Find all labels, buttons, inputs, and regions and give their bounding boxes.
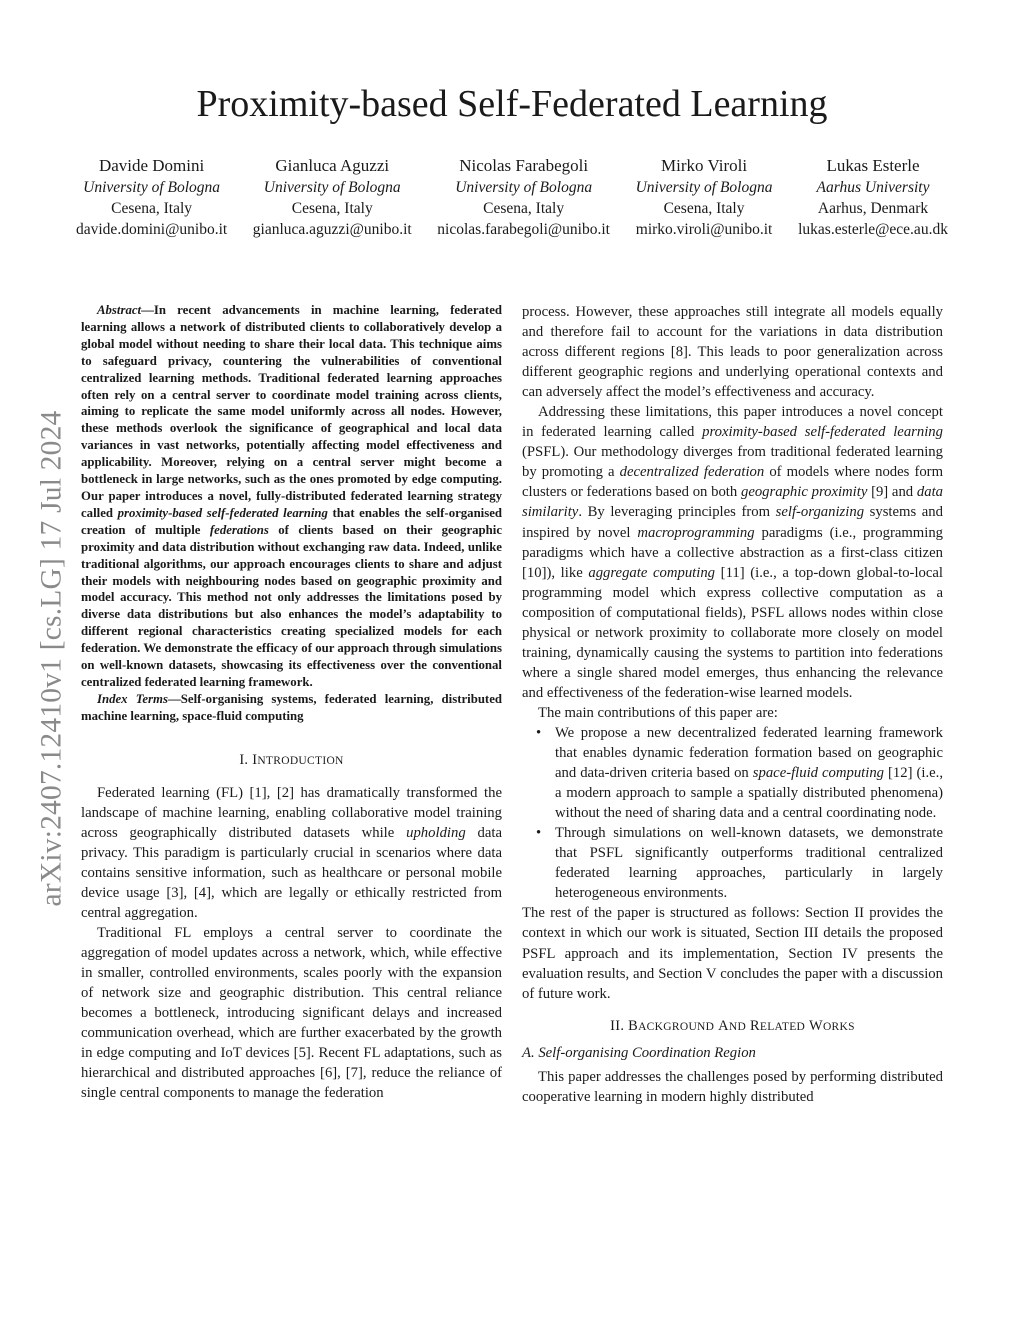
intro-paragraph (522, 402, 943, 703)
author-name: Davide Domini (98, 156, 205, 175)
right-column (522, 302, 943, 1107)
author-email: lukas.esterle@ece.au.dk (798, 221, 948, 238)
intro-paragraph (81, 783, 502, 923)
section-title-rest: ACKGROUND (638, 1020, 715, 1033)
section-title-rest: ELATED (759, 1020, 806, 1033)
list-item (555, 723, 943, 823)
paragraph-text: systems and inspired by novel (522, 504, 943, 541)
author-name: Nicolas Farabegoli (459, 156, 589, 175)
abstract-emphasis: federations (209, 522, 269, 537)
author-location: Cesena, Italy (291, 200, 373, 217)
paragraph-emphasis: proximity-based self-federated learning (702, 424, 943, 441)
section-title-initial: B (628, 1017, 639, 1034)
paragraph-text: [11] (i.e., a top-down global-to-local programming model which express collective computation as a composition of computational fields), PSFL allows nodes within close physical or network proximity to collaborate more closely on model training, dynamically causing the systems to partition into federations where a single shared model emerges, thus enhancing the relevance and effectiveness of the federation-wise learned models. (522, 564, 943, 701)
paper-title: Proximity-based Self-Federated Learning (196, 83, 828, 125)
author-email: nicolas.farabegoli@unibo.it (437, 221, 610, 238)
intro-paragraph-continued: process. However, these approaches still integrate all models equally and therefore fail to account for the variations in data distribution across different regions [8]. This leads to poor generalization across different geographic regions and underlying operational contexts and can adversely affect the model’s effectiveness and accuracy. (522, 304, 943, 401)
author-location: Cesena, Italy (111, 200, 193, 217)
abstract-text: of clients based on their geographic proximity and data distribution without exchanging raw data. Indeed, unlike traditional algorithms, our approach encourages clients to share and adjust their models with neighbouring nodes based on geographic proximity and model accuracy. This method not only addresses the limitations posed by diverse data distributions but also enhances the model’s adaptability to different regional characteristics creating specialized models for each federation. We demonstrate the efficacy of our approach through simulations on well-known datasets, showcasing its effectiveness over the conventional centralized federated learning framework. (81, 522, 502, 689)
list-item-text: We propose a new decentralized federated learning framework that enables dynamic federation formation based on geographic and data-driven criteria based on (555, 724, 943, 782)
paragraph-text: [9] and (867, 484, 917, 501)
author-name: Mirko Viroli (661, 156, 748, 175)
author-affiliation: Aarhus University (816, 179, 930, 196)
paragraph-emphasis: geographic proximity (740, 484, 868, 501)
paragraph-text: Federated learning (FL) [1], [2] has dramatically transformed the landscape of machine learning, enabling collaborative model training across geographically distributed datasets while (81, 784, 502, 841)
abstract-text: —In recent advancements in machine learning, federated learning allows a network of distributed clients to collaboratively develop a global model without needing to share their local data. This technique aims to safeguard privacy, countering the vulnerabilities of conventional centralized learning methods. Traditional federated learning approaches often rely on a central server to coordinate model training across clients, aiming to replicate the same model uniformly across all nodes. However, these methods overlook the significance of geographical and local data variances in vast networks, potentially affecting model effectiveness and applicability. Moreover, relying on a central server might become a bottleneck in large networks, such as the ones promoted by edge computing. Our paper introduces a novel, fully-distributed federated learning strategy called (81, 303, 502, 520)
paragraph-text: paradigms (i.e., programming paradigms which have a collective abstraction as a first-class citizen [10]), like (522, 524, 944, 581)
paragraph-emphasis: macroprogramming (637, 524, 755, 541)
section-title-initial: R (750, 1017, 760, 1034)
subsection-heading: A. Self-organising Coordination Region (522, 1044, 756, 1061)
author-location: Aarhus, Denmark (817, 200, 929, 217)
list-item-emphasis: space-fluid computing (752, 765, 885, 782)
author-email: mirko.viroli@unibo.it (635, 221, 773, 238)
paragraph-text: Addressing these limitations, this paper introduces a novel concept in federated learning called (522, 404, 943, 441)
arxiv-side-identifier (24, 368, 80, 948)
section-title-rest: NTRODUCTION (257, 754, 344, 767)
abstract (81, 302, 502, 725)
arxiv-id-text: arXiv:2407.12410v1 [cs.LG] 17 Jul 2024 (35, 410, 68, 906)
paragraph-text: . By leveraging principles from (578, 504, 776, 521)
section-heading-introduction (81, 750, 502, 771)
list-item: • Through simulations on well-known datasets, we demonstrate that PSFL significantly outperforms traditional centralized federated learning approaches, particularly in largely heterogeneous environments. (555, 823, 943, 903)
section-heading-background (522, 1016, 943, 1037)
author-card (798, 155, 948, 240)
paragraph-text: (PSFL). Our methodology diverges from traditional federated learning by promoting a (522, 444, 943, 481)
index-terms-label: Index Terms (97, 691, 168, 706)
author-block (76, 155, 948, 240)
author-affiliation: University of Bologna (83, 179, 221, 196)
section-title-initial: I (252, 751, 258, 768)
intro-paragraph: The rest of the paper is structured as follows: Section II provides the context in which our work is situated, Section III details the proposed PSFL approach and its implementation, Section IV presents the evaluation results, and Section V concludes the paper with a discussion of future work. (522, 905, 943, 1002)
author-email: gianluca.aguzzi@unibo.it (252, 221, 412, 238)
intro-paragraph: The main contributions of this paper are: (538, 704, 778, 721)
author-location: Cesena, Italy (483, 200, 565, 217)
background-paragraph: This paper addresses the challenges posed by performing distributed cooperative learning in modern highly distributed (522, 1068, 943, 1105)
list-item-text: [12] (i.e., a modern approach to sample a spatially distributed phenomena) without the need of sharing data and a central coordinating node. (555, 765, 943, 822)
section-title-rest: ND (728, 1020, 747, 1033)
section-number: II. (610, 1017, 625, 1034)
paragraph-emphasis: decentralized federation (619, 464, 765, 481)
index-terms-text: —Self-organising systems, federated learning, distributed machine learning, space-fluid computing (81, 691, 502, 723)
author-name: Gianluca Aguzzi (275, 156, 390, 175)
paragraph-text: data privacy. This paradigm is particularly crucial in scenarios where data contains sensitive information, such as healthcare or personal mobile device usage [3], [4], which are legally or ethically restricted from central aggregation. (81, 824, 502, 921)
paragraph-emphasis: self-organizing (775, 504, 865, 521)
left-column (81, 302, 502, 1103)
author-card (76, 155, 227, 240)
contributions-list (522, 723, 943, 903)
author-card (437, 155, 610, 240)
author-card (636, 155, 773, 240)
section-title-rest: ORKS (822, 1020, 855, 1033)
abstract-text: that enables the self-organised creation of multiple (81, 505, 503, 537)
author-affiliation: University of Bologna (263, 179, 401, 196)
paragraph-emphasis: data similarity (522, 484, 943, 521)
abstract-emphasis: proximity-based self-federated learning (117, 505, 328, 520)
section-title-initial: A (718, 1017, 729, 1034)
author-location: Cesena, Italy (663, 200, 745, 217)
author-email: davide.domini@unibo.it (76, 221, 228, 238)
paragraph-text: of models where nodes form clusters or federations based on both (522, 464, 944, 501)
section-title-initial: W (809, 1017, 823, 1034)
section-number: I. (239, 751, 249, 768)
author-name: Lukas Esterle (826, 156, 920, 175)
paragraph-emphasis: aggregate computing (588, 564, 716, 581)
paragraph-emphasis: upholding (406, 824, 466, 841)
author-affiliation: University of Bologna (635, 179, 773, 196)
abstract-label: Abstract (97, 303, 142, 317)
author-affiliation: University of Bologna (455, 179, 593, 196)
author-card (253, 155, 412, 240)
intro-paragraph: Traditional FL employs a central server to coordinate the aggregation of model updates across a network, which, while effective in smaller, controlled environments, scales poorly with the expansion of network size and geographic distribution. This central reliance becomes a bottleneck, introducing significant delays and increased communication overhead, which are further exacerbated by the growth in edge computing and IoT devices [5]. Recent FL adaptations, such as hierarchical and distributed approaches [6], [7], reduce the reliance of single central components to manage the federation (81, 925, 502, 1102)
